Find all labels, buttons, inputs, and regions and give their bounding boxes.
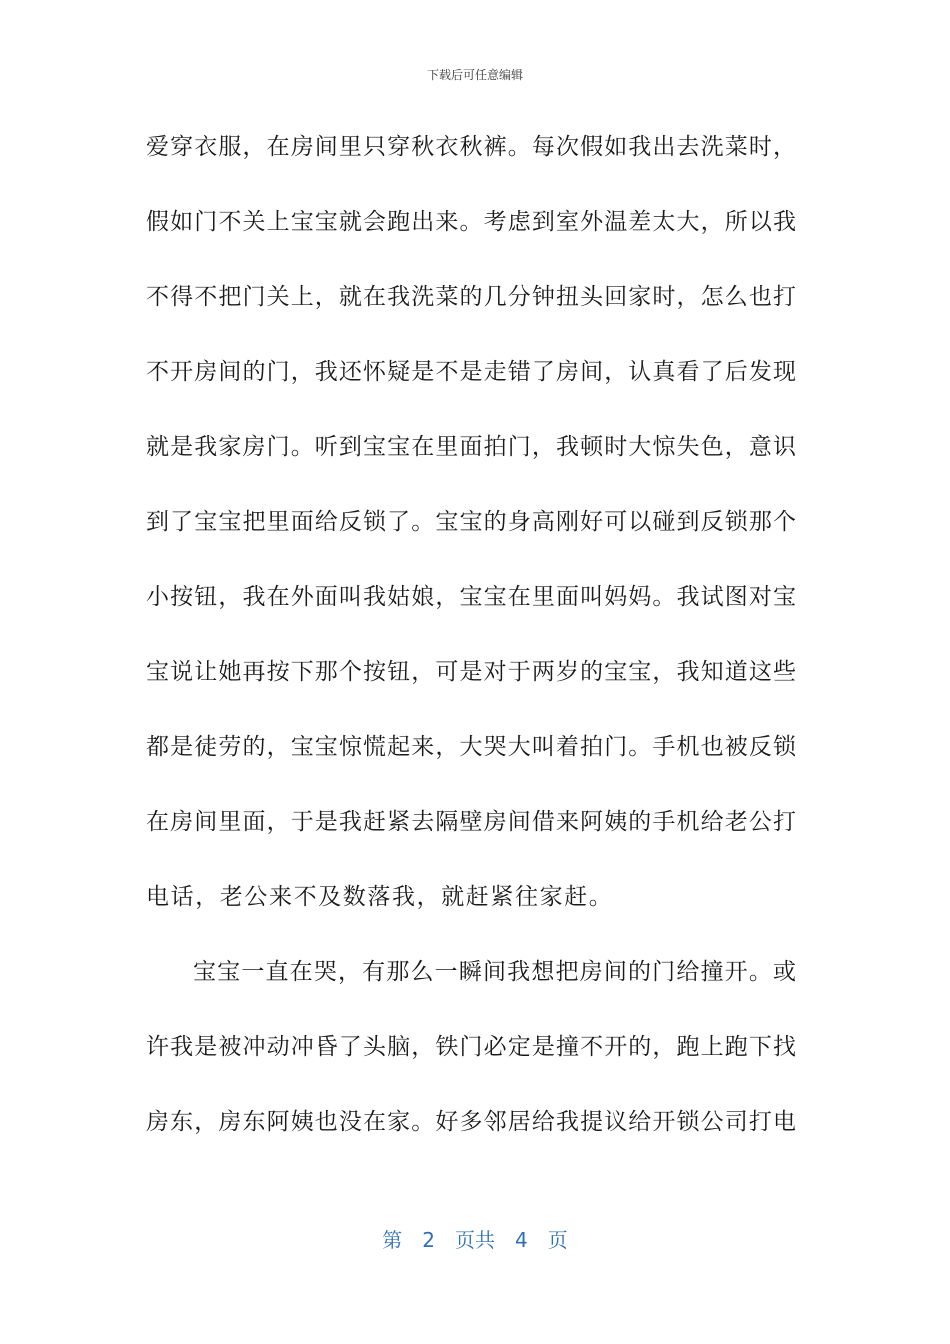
text-line: 小按钮，我在外面叫我姑娘，宝宝在里面叫妈妈。我试图对宝 — [146, 584, 796, 610]
text-line: 都是徒劳的，宝宝惊慌起来，大哭大叫着拍门。手机也被反锁 — [146, 734, 796, 760]
text-line: 不得不把门关上，就在我洗菜的几分钟扭头回家时，怎么也打 — [146, 284, 796, 310]
footer-suffix: 页 — [547, 1228, 568, 1252]
page-header: 下载后可任意编辑 — [426, 68, 523, 82]
text-line: 就是我家房门。听到宝宝在里面拍门，我顿时大惊失色，意识 — [146, 434, 796, 460]
text-line: 许我是被冲动冲昏了头脑，铁门必定是撞不开的，跑上跑下找 — [146, 1034, 796, 1060]
footer-prefix: 第 — [382, 1228, 403, 1252]
footer-middle: 页共 — [455, 1228, 495, 1252]
text-line: 不开房间的门，我还怀疑是不是走错了房间，认真看了后发现 — [146, 359, 796, 385]
text-line: 爱穿衣服，在房间里只穿秋衣秋裤。每次假如我出去洗菜时， — [146, 134, 796, 160]
page-footer — [0, 1224, 950, 1253]
footer-page-number: 2 — [422, 1228, 435, 1252]
text-line: 房东，房东阿姨也没在家。好多邻居给我提议给开锁公司打电 — [146, 1109, 796, 1135]
text-line: 宝宝一直在哭，有那么一瞬间我想把房间的门给撞开。或 — [193, 959, 796, 985]
text-line: 在房间里面，于是我赶紧去隔壁房间借来阿姨的手机给老公打 — [146, 809, 796, 835]
footer-total-pages: 4 — [515, 1228, 528, 1252]
text-line: 电话，老公来不及数落我，就赶紧往家赶。 — [146, 884, 614, 910]
text-line: 假如门不关上宝宝就会跑出来。考虑到室外温差太大，所以我 — [146, 209, 796, 235]
text-line: 到了宝宝把里面给反锁了。宝宝的身高刚好可以碰到反锁那个 — [146, 509, 796, 535]
document-body — [146, 124, 796, 1174]
text-line: 宝说让她再按下那个按钮，可是对于两岁的宝宝，我知道这些 — [146, 659, 796, 685]
